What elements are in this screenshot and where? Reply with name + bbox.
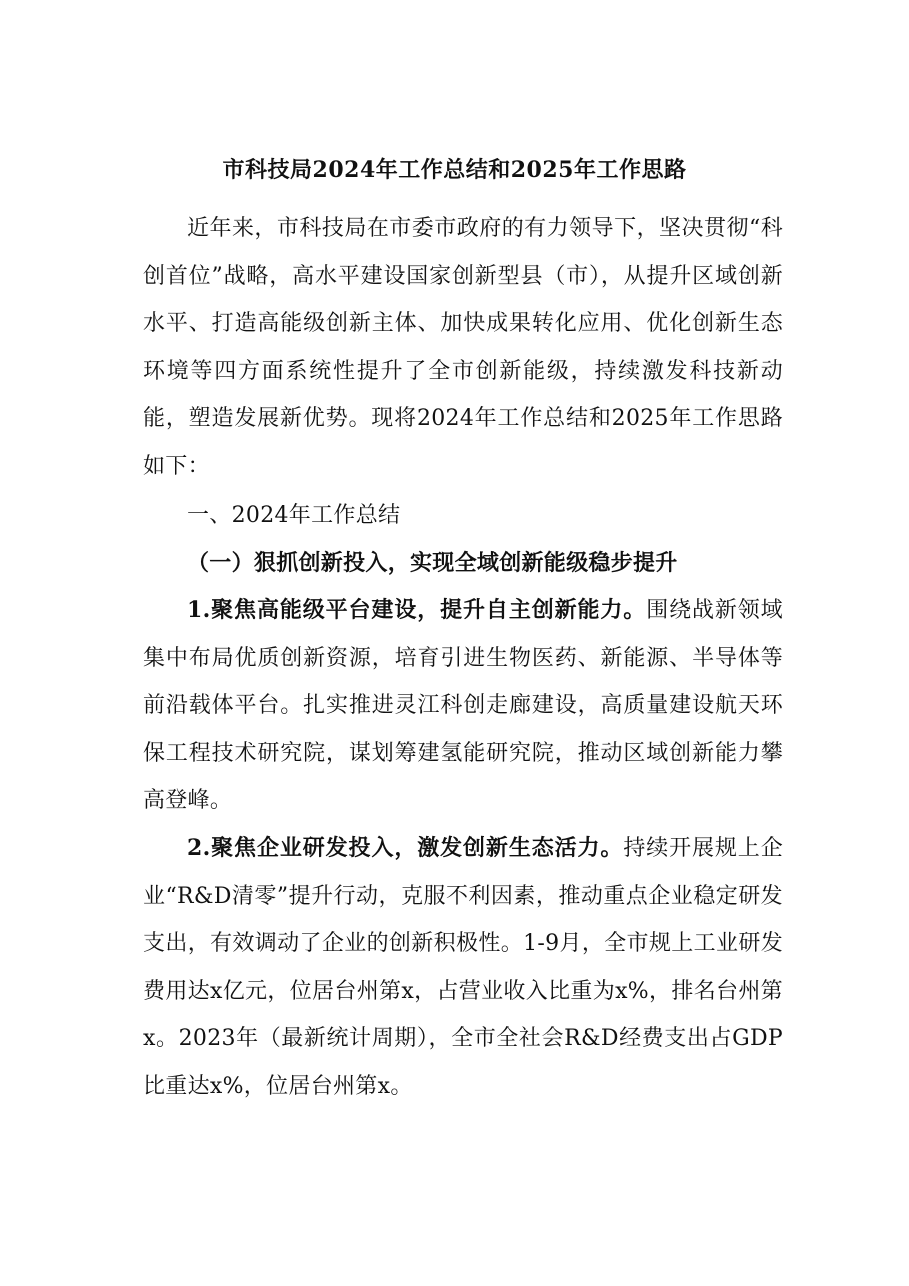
document-title: 市科技局2024年工作总结和2025年工作思路 <box>222 157 687 183</box>
item-1-body: 围绕战新领域集中布局优质创新资源，培育引进生物医药、新能源、半导体等前沿载体平台。扎实推进灵江科创走廊建设，高质量建设航天环保工程技术研究院，谋划筹建氢能研究院，推动区域创新能力攀高登峰。 <box>143 598 783 813</box>
item-2-lead: 2.聚焦企业研发投入，激发创新生态活力。 <box>187 835 624 861</box>
item-paragraph-2 <box>143 825 783 1110</box>
subsection-heading: （一）狠抓创新投入，实现全域创新能级稳步提升 <box>187 550 678 576</box>
section-heading: 一、2024年工作总结 <box>187 503 401 528</box>
item-2-body: 持续开展规上企业“R&D清零”提升行动，克服不利因素，推动重点企业稳定研发支出，有效调动了企业的创新积极性。1-9月，全市规上工业研发费用达x亿元，位居台州第x，占营业收入比重为x%，排名台州第x。2023年（最新统计周期），全市全社会R&D经费支出占GDP比重达x%，位居台州第x。 <box>143 836 783 1099</box>
intro-paragraph: 近年来，市科技局在市委市政府的有力领导下，坚决贯彻“科创首位”战略，高水平建设国家创新型县（市），从提升区域创新水平、打造高能级创新主体、加快成果转化应用、优化创新生态环境等四方面系统性提升了全市创新能级，持续激发科技新动能，塑造发展新优势。现将2024年工作总结和2025年工作思路如下： <box>143 216 783 479</box>
item-1-lead: 1.聚焦高能级平台建设，提升自主创新能力。 <box>187 597 647 623</box>
item-paragraph-1 <box>143 587 783 825</box>
